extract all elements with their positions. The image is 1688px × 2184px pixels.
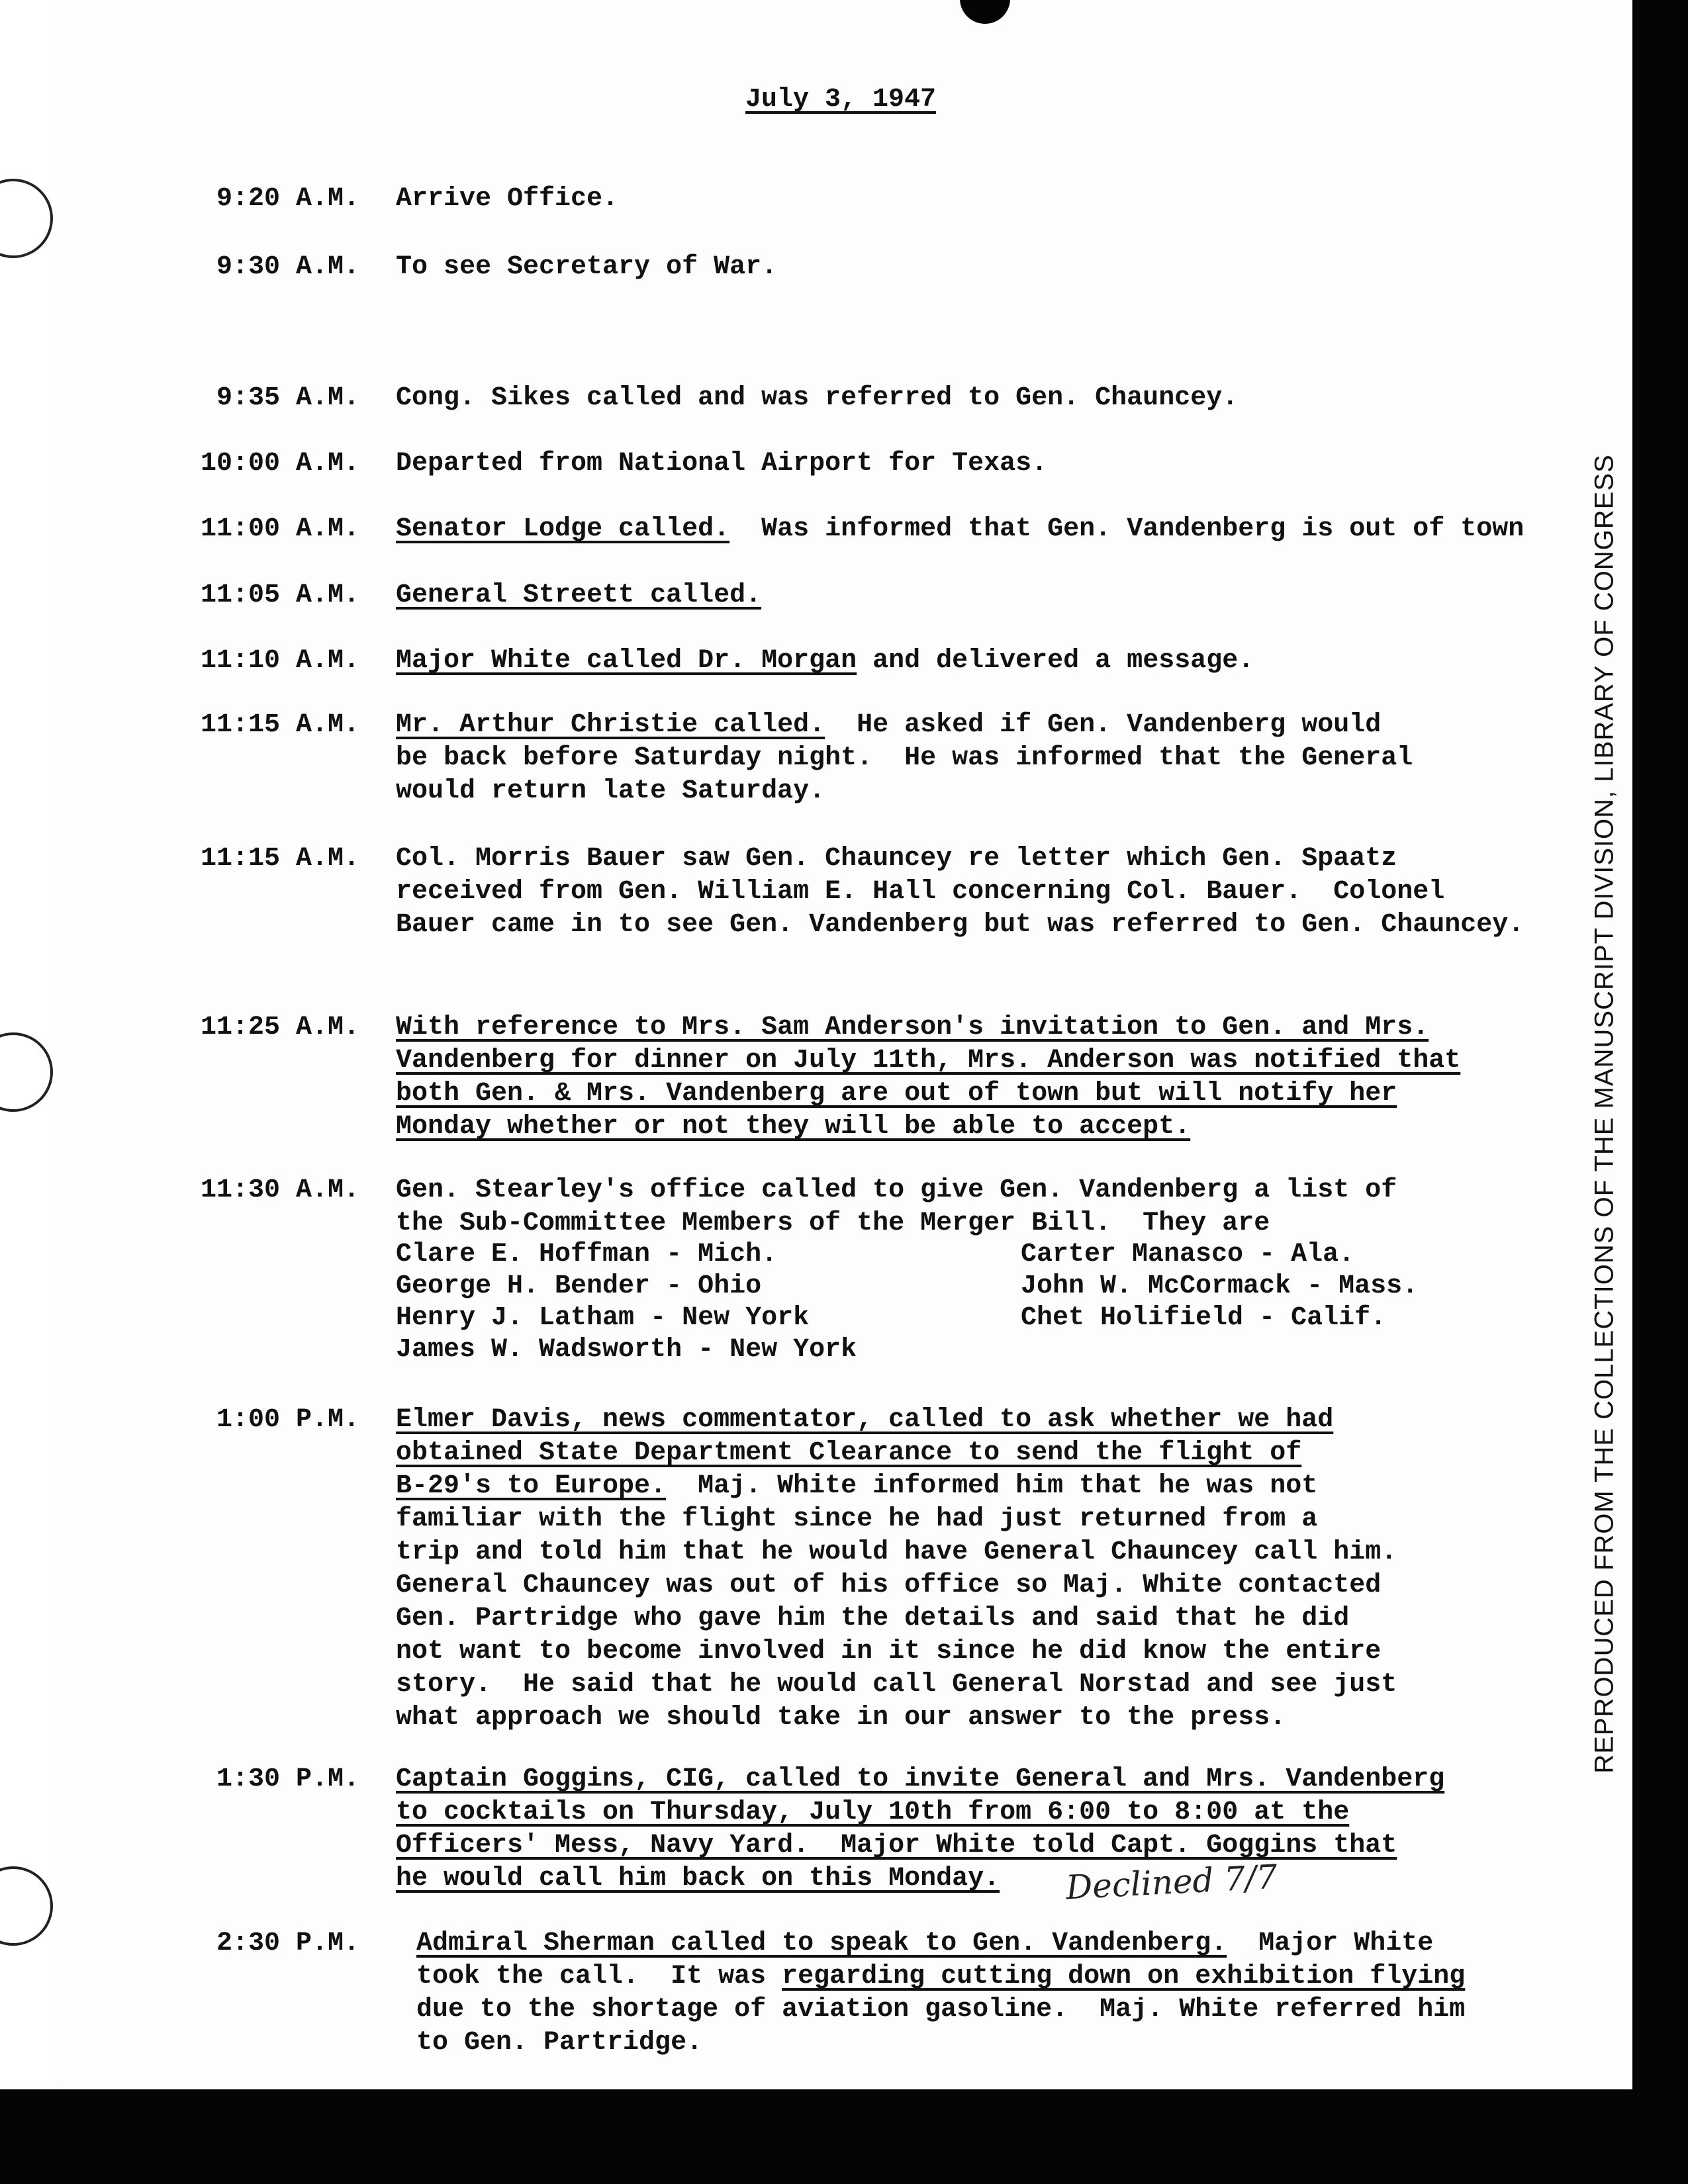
- underlined-text: he would call him back on this Monday.: [396, 1864, 1000, 1893]
- underlined-text: both Gen. & Mrs. Vandenberg are out of town but will notify her: [396, 1079, 1397, 1109]
- text-segment: would return late Saturday.: [396, 776, 825, 806]
- entry-time: 9:35 A.M.: [216, 383, 359, 413]
- underlined-text: Elmer Davis, news commentator, called to ask whether we had: [396, 1405, 1334, 1435]
- underlined-text: obtained State Department Clearance to send the flight of: [396, 1438, 1302, 1468]
- entry-line: [396, 579, 761, 612]
- entry-line: [396, 447, 1047, 480]
- entry-line: [396, 1602, 1397, 1635]
- entry-line: [396, 1829, 1444, 1862]
- text-segment: Gen. Stearley's office called to give Gen. Vandenberg a list of: [396, 1175, 1397, 1205]
- entry-text: [396, 842, 1524, 942]
- entry-text: [396, 645, 1254, 678]
- text-segment: Departed from National Airport for Texas.: [396, 449, 1048, 478]
- text-segment: General Chauncey was out of his office so Maj. White contacted: [396, 1570, 1382, 1600]
- entry-text: [396, 251, 777, 284]
- entry-time: 11:00 A.M.: [200, 514, 359, 544]
- entry-line: [396, 1044, 1460, 1077]
- entry-line: [396, 709, 1413, 742]
- scan-border-bottom: [0, 2089, 1688, 2184]
- entry-time: 2:30 P.M.: [216, 1929, 359, 1958]
- entry-line: [396, 251, 777, 284]
- entry-line: [396, 1862, 1444, 1895]
- entry-line: [396, 1174, 1397, 1207]
- entry-time: 11:15 A.M.: [200, 844, 359, 874]
- text-segment: to Gen. Partridge.: [416, 2028, 703, 2058]
- entry-line: [396, 1111, 1460, 1144]
- entry-text: [396, 1174, 1397, 1240]
- text-segment: story. He said that he would call General Norstad and see just: [396, 1670, 1397, 1700]
- document-date-title: July 3, 1947: [745, 85, 937, 114]
- entry-text: [396, 1404, 1397, 1735]
- entry-text: [416, 1927, 1465, 2060]
- entry-line: [396, 1635, 1397, 1668]
- library-stamp: REPRODUCED FROM THE COLLECTIONS OF THE MANUSCRIPT DIVISION, LIBRARY OF CONGRESS: [1589, 454, 1619, 1774]
- members-right-column: [1021, 1239, 1418, 1334]
- committee-member: Carter Manasco - Ala.: [1021, 1240, 1355, 1269]
- underlined-text: Officers' Mess, Navy Yard. Major White told Capt. Goggins that: [396, 1831, 1397, 1860]
- underlined-text: regarding cutting down on exhibition flying: [782, 1962, 1466, 1991]
- text-segment: be back before Saturday night. He was informed that the General: [396, 743, 1413, 773]
- text-segment: and delivered a message.: [857, 646, 1254, 676]
- entry-line: [396, 1702, 1397, 1735]
- entry-time: 11:15 A.M.: [200, 710, 359, 740]
- entry-time: 11:30 A.M.: [200, 1175, 359, 1205]
- entry-line: [396, 1404, 1397, 1437]
- entry-text: [396, 1763, 1444, 1895]
- entry-line: [396, 1011, 1460, 1044]
- text-segment: To see Secretary of War.: [396, 252, 778, 282]
- entry-line: [396, 1470, 1397, 1503]
- entry-text: [396, 447, 1047, 480]
- entry-line: [416, 2026, 1465, 2060]
- handwritten-note: Declined 7/7: [1064, 1857, 1279, 1907]
- text-segment: Maj. White informed him that he was not: [666, 1471, 1318, 1501]
- entry-line: [416, 1960, 1465, 1993]
- underlined-text: Vandenberg for dinner on July 11th, Mrs. Anderson was notified that: [396, 1046, 1461, 1075]
- entry-line: [396, 1077, 1460, 1111]
- committee-member: James W. Wadsworth - New York: [396, 1335, 857, 1365]
- text-segment: Major White: [1227, 1929, 1434, 1958]
- entry-line: [396, 1668, 1397, 1702]
- underlined-text: to cocktails on Thursday, July 10th from 6:00 to 8:00 at the: [396, 1797, 1350, 1827]
- text-segment: Bauer came in to see Gen. Vandenberg but was referred to Gen. Chauncey.: [396, 910, 1524, 940]
- entry-time: 11:05 A.M.: [200, 580, 359, 610]
- text-segment: due to the shortage of aviation gasoline. Maj. White referred him: [416, 1995, 1466, 2025]
- committee-member: George H. Bender - Ohio: [396, 1271, 762, 1301]
- entry-line: [396, 842, 1524, 876]
- entry-line: [416, 1993, 1465, 2026]
- committee-member: Chet Holifield - Calif.: [1021, 1303, 1387, 1333]
- entry-line: [396, 742, 1413, 775]
- entry-text: [396, 183, 618, 216]
- entry-time: 9:20 A.M.: [216, 184, 359, 214]
- entry-line: [396, 1503, 1397, 1536]
- entry-line: [396, 183, 618, 216]
- text-segment: Cong. Sikes called and was referred to Gen. Chauncey.: [396, 383, 1239, 413]
- text-segment: took the call. It was: [416, 1962, 782, 1991]
- text-segment: He asked if Gen. Vandenberg would: [825, 710, 1382, 740]
- committee-member: John W. McCormack - Mass.: [1021, 1271, 1419, 1301]
- underlined-text: Mr. Arthur Christie called.: [396, 710, 825, 740]
- text-segment: Col. Morris Bauer saw Gen. Chauncey re letter which Gen. Spaatz: [396, 844, 1397, 874]
- underlined-text: With reference to Mrs. Sam Anderson's invitation to Gen. and Mrs.: [396, 1013, 1429, 1042]
- entry-line: [416, 1927, 1465, 1960]
- underlined-text: Captain Goggins, CIG, called to invite General and Mrs. Vandenberg: [396, 1764, 1445, 1794]
- members-left-column: [396, 1239, 857, 1366]
- entry-line: [396, 382, 1238, 415]
- entry-text: [396, 382, 1238, 415]
- text-segment: familiar with the flight since he had just returned from a: [396, 1504, 1318, 1534]
- entry-time: 10:00 A.M.: [200, 449, 359, 478]
- text-segment: Arrive Office.: [396, 184, 619, 214]
- entry-time: 11:10 A.M.: [200, 646, 359, 676]
- text-segment: the Sub-Committee Members of the Merger Bill. They are: [396, 1208, 1270, 1238]
- entry-time: 1:00 P.M.: [216, 1405, 359, 1435]
- entry-time: 1:30 P.M.: [216, 1764, 359, 1794]
- entry-line: [396, 513, 1524, 546]
- entry-line: [396, 909, 1524, 942]
- underlined-text: B-29's to Europe.: [396, 1471, 667, 1501]
- entry-line: [396, 1437, 1397, 1470]
- committee-member: Henry J. Latham - New York: [396, 1303, 810, 1333]
- entry-time: 11:25 A.M.: [200, 1013, 359, 1042]
- entry-line: [396, 1763, 1444, 1796]
- underlined-text: Senator Lodge called.: [396, 514, 730, 544]
- underlined-text: Major White called Dr. Morgan: [396, 646, 857, 676]
- text-segment: not want to become involved in it since he did know the entire: [396, 1637, 1382, 1666]
- entry-text: [396, 1011, 1460, 1144]
- entry-line: [396, 876, 1524, 909]
- entry-line: [396, 1569, 1397, 1602]
- entry-line: [396, 1536, 1397, 1569]
- entry-text: [396, 513, 1524, 546]
- text-segment: received from Gen. William E. Hall concerning Col. Bauer. Colonel: [396, 877, 1445, 907]
- text-segment: what approach we should take in our answer to the press.: [396, 1703, 1286, 1733]
- underlined-text: General Streett called.: [396, 580, 762, 610]
- entry-line: [396, 775, 1413, 808]
- entry-line: [396, 1207, 1397, 1240]
- underlined-text: Admiral Sherman called to speak to Gen. Vandenberg.: [416, 1929, 1227, 1958]
- entry-line: [396, 1796, 1444, 1829]
- entry-text: [396, 579, 761, 612]
- text-segment: Gen. Partridge who gave him the details and said that he did: [396, 1604, 1350, 1633]
- committee-member: Clare E. Hoffman - Mich.: [396, 1240, 778, 1269]
- entry-text: [396, 709, 1413, 808]
- text-segment: trip and told him that he would have General Chauncey call him.: [396, 1537, 1397, 1567]
- scan-border-right: [1632, 0, 1688, 2184]
- text-segment: Was informed that Gen. Vandenberg is out of town: [729, 514, 1524, 544]
- entry-line: [396, 645, 1254, 678]
- underlined-text: Monday whether or not they will be able to accept.: [396, 1112, 1191, 1142]
- entry-time: 9:30 A.M.: [216, 252, 359, 282]
